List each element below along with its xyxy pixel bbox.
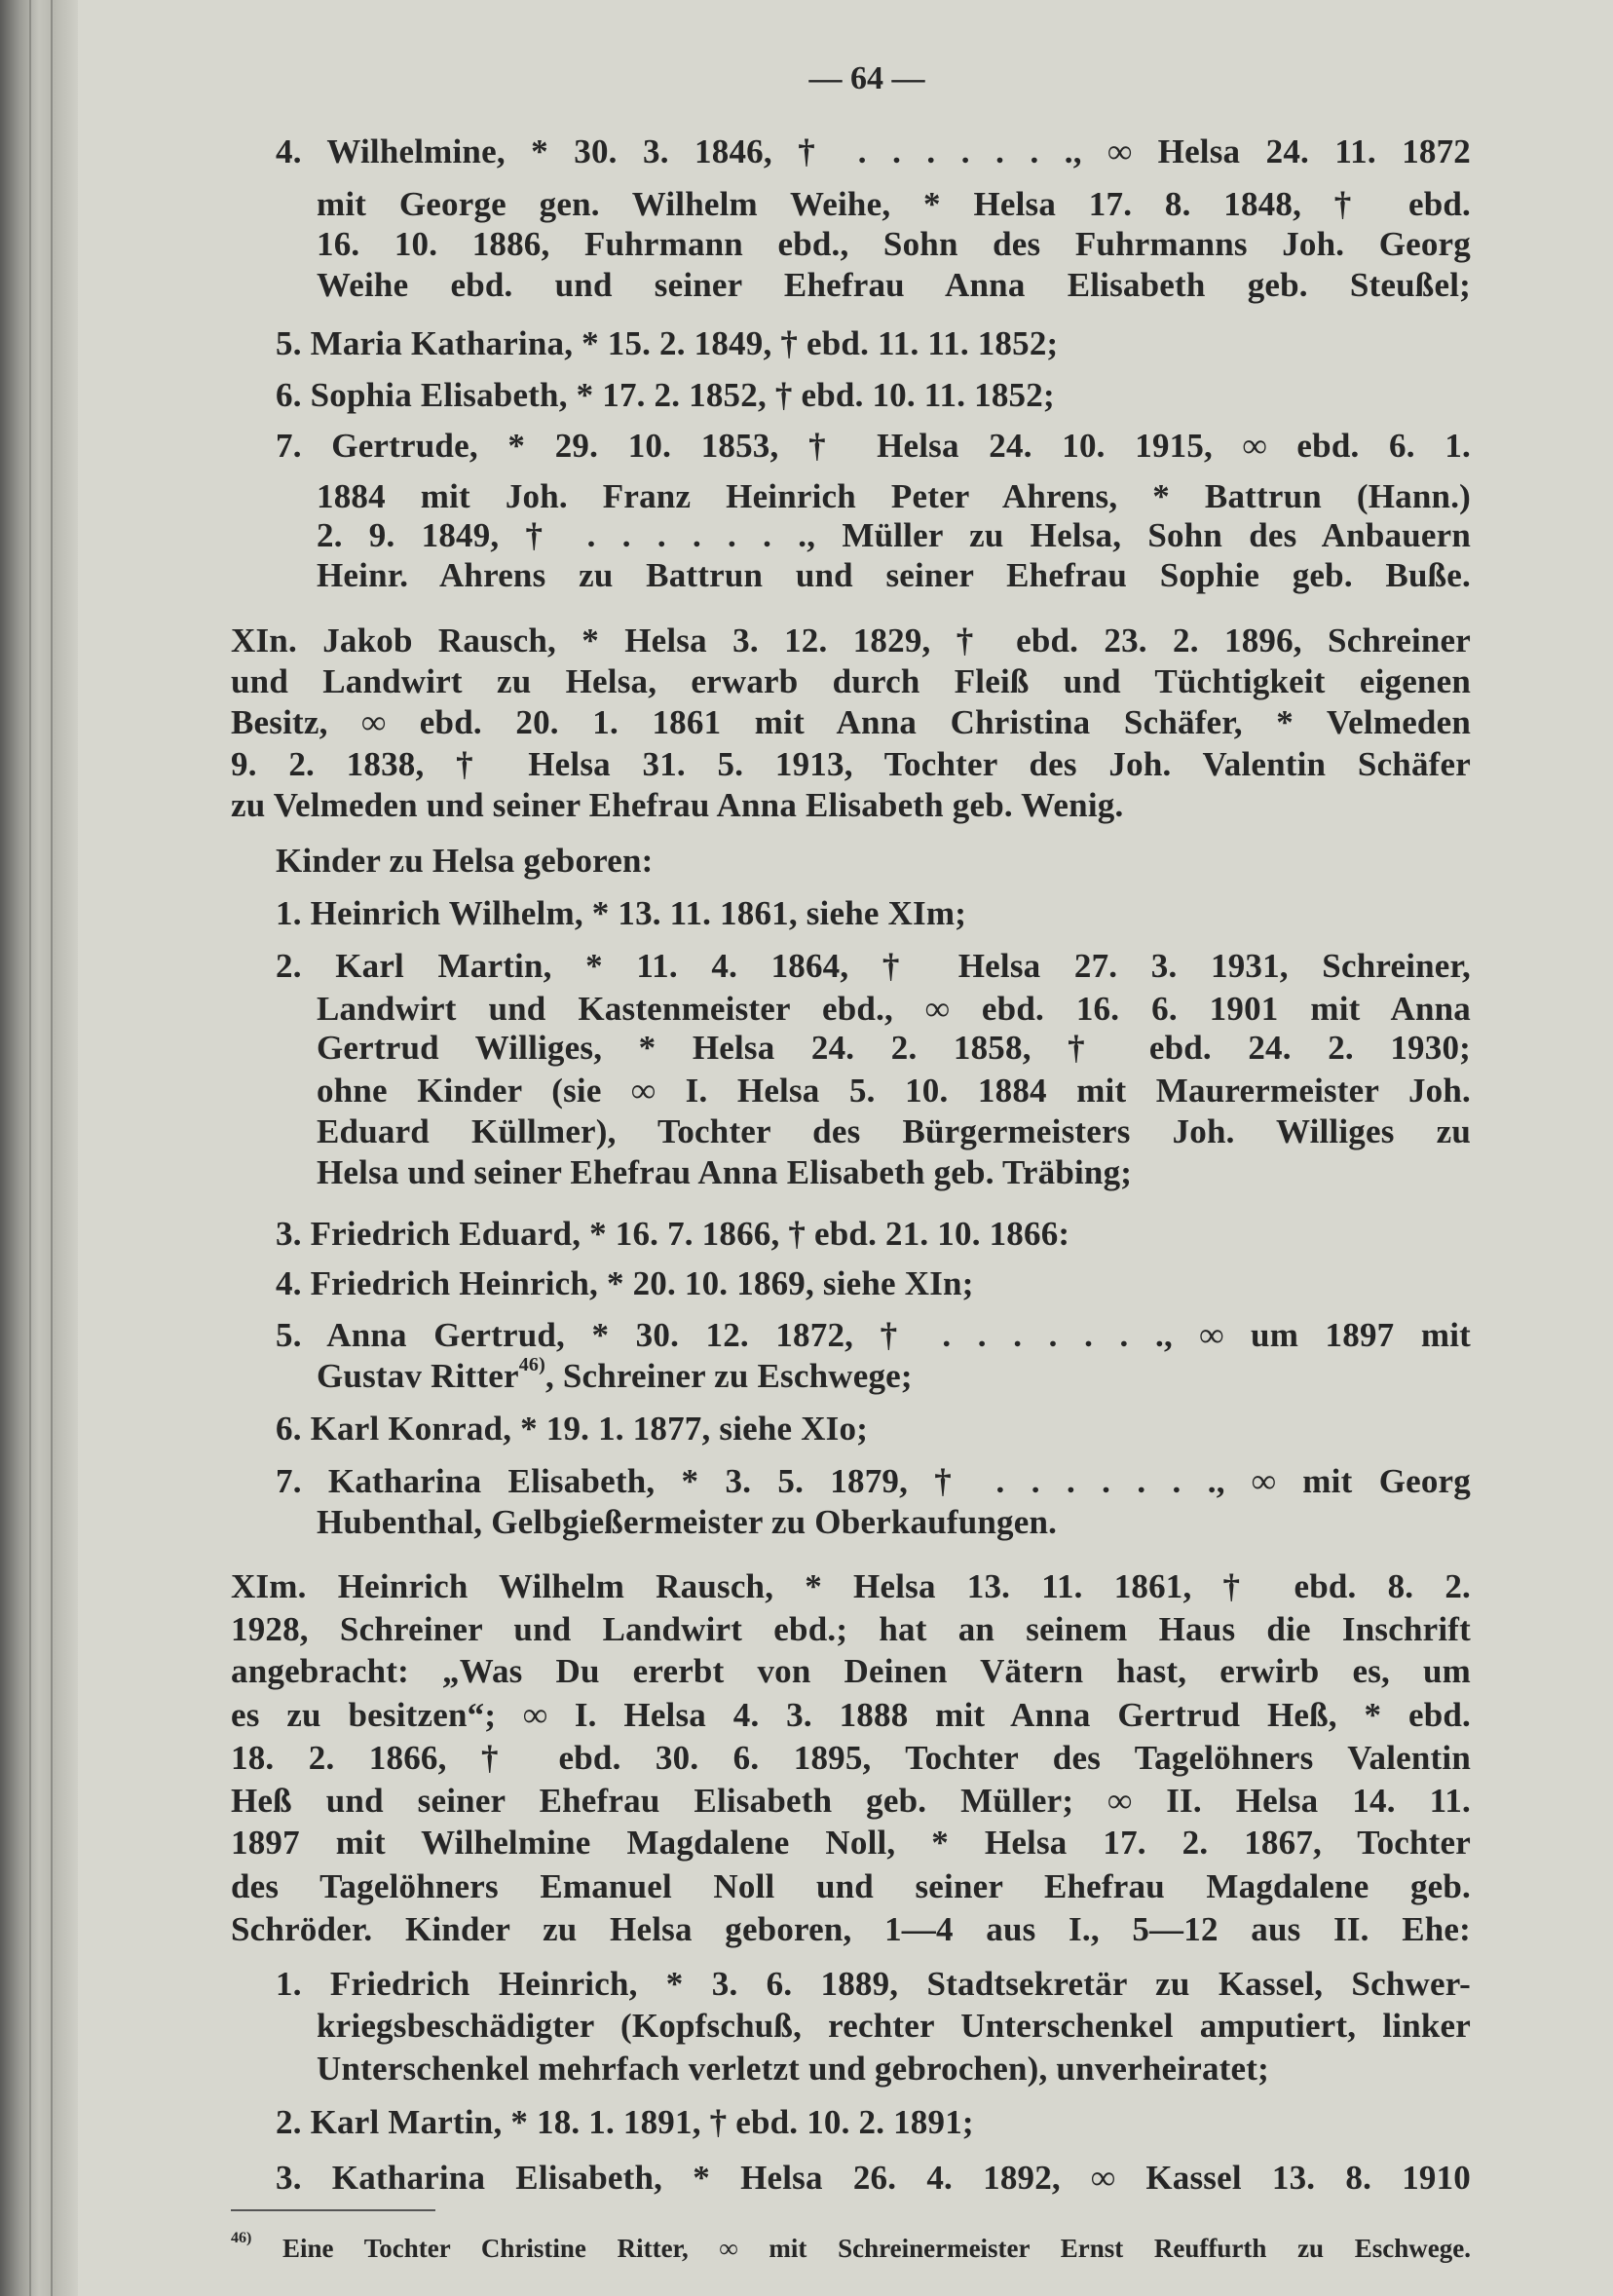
text-line	[317, 1355, 913, 1398]
text-line: es zu besitzen“; ∞ I. Helsa 4. 3. 1888 mit Anna Gertrud Heß, * ebd.	[231, 1696, 1471, 1734]
text-line: kriegsbeschädigter (Kopfschuß, rechter Unterschenkel amputiert, linker	[317, 2007, 1471, 2045]
text-line: ohne Kinder (sie ∞ I. Helsa 5. 10. 1884 mit Maurermeister Joh.	[317, 1072, 1471, 1110]
text-line: 1884 mit Joh. Franz Heinrich Peter Ahrens, * Battrun (Hann.)	[317, 477, 1471, 515]
page-edge-line	[29, 0, 31, 2296]
text-line: 4. Friedrich Heinrich, * 20. 10. 1869, siehe XIn;	[276, 1264, 974, 1302]
text-line: 1. Heinrich Wilhelm, * 13. 11. 1861, siehe XIm;	[276, 894, 967, 932]
text-line: 4. Wilhelmine, * 30. 3. 1846, † . . . . . . ., ∞ Helsa 24. 11. 1872	[276, 132, 1471, 170]
footnote-reference[interactable]: 46)	[518, 1354, 545, 1375]
text-line: 1897 mit Wilhelmine Magdalene Noll, * Helsa 17. 2. 1867, Tochter	[231, 1824, 1471, 1862]
text-line: 2. Karl Martin, * 18. 1. 1891, † ebd. 10. 2. 1891;	[276, 2103, 974, 2141]
book-binding-shadow	[0, 0, 78, 2296]
text-line: 6. Karl Konrad, * 19. 1. 1877, siehe XIo;	[276, 1410, 869, 1448]
text-line: angebracht: „Was Du ererbt von Deinen Vätern hast, erwirb es, um	[231, 1652, 1471, 1690]
text-line: 3. Friedrich Eduard, * 16. 7. 1866, † ebd. 21. 10. 1866:	[276, 1215, 1070, 1253]
footnote-marker: 46)	[231, 2230, 252, 2246]
text-line: Unterschenkel mehrfach verletzt und gebrochen), unverheiratet;	[317, 2050, 1269, 2088]
text-line: Hubenthal, Gelbgießermeister zu Oberkaufungen.	[317, 1503, 1058, 1541]
text-line: des Tagelöhners Emanuel Noll und seiner Ehefrau Magdalene geb.	[231, 1867, 1471, 1905]
text-line: 6. Sophia Elisabeth, * 17. 2. 1852, † ebd. 10. 11. 1852;	[276, 376, 1055, 414]
text-line: und Landwirt zu Helsa, erwarb durch Fleiß und Tüchtigkeit eigenen	[231, 662, 1471, 700]
text-line: 1. Friedrich Heinrich, * 3. 6. 1889, Stadtsekretär zu Kassel, Schwer-	[276, 1965, 1471, 2003]
text-line: zu Velmeden und seiner Ehefrau Anna Elisabeth geb. Wenig.	[231, 786, 1124, 824]
text-line: Eduard Küllmer), Tochter des Bürgermeisters Joh. Williges zu	[317, 1112, 1471, 1150]
text-line: XIm. Heinrich Wilhelm Rausch, * Helsa 13. 11. 1861, † ebd. 8. 2.	[231, 1567, 1471, 1605]
text-line: 1928, Schreiner und Landwirt ebd.; hat an seinem Haus die Inschrift	[231, 1610, 1471, 1648]
text-line: Weihe ebd. und seiner Ehefrau Anna Elisabeth geb. Steußel;	[317, 266, 1471, 304]
footnote-text: Eine Tochter Christine Ritter, ∞ mit Schreinermeister Ernst Reuffurth zu Eschwege.	[282, 2234, 1471, 2263]
text-line: 5. Maria Katharina, * 15. 2. 1849, † ebd. 11. 11. 1852;	[276, 324, 1059, 362]
text-line: XIn. Jakob Rausch, * Helsa 3. 12. 1829, † ebd. 23. 2. 1896, Schreiner	[231, 621, 1471, 659]
text-line: Landwirt und Kastenmeister ebd., ∞ ebd. 16. 6. 1901 mit Anna	[317, 990, 1471, 1028]
text-line: 7. Gertrude, * 29. 10. 1853, † Helsa 24. 10. 1915, ∞ ebd. 6. 1.	[276, 427, 1471, 465]
text-line: 3. Katharina Elisabeth, * Helsa 26. 4. 1892, ∞ Kassel 13. 8. 1910	[276, 2159, 1471, 2197]
text-line: 9. 2. 1838, † Helsa 31. 5. 1913, Tochter des Joh. Valentin Schäfer	[231, 745, 1471, 783]
text-span: , Schreiner zu Eschwege;	[544, 1357, 913, 1395]
text-line: Schröder. Kinder zu Helsa geboren, 1—4 aus I., 5—12 aus II. Ehe:	[231, 1910, 1471, 1948]
text-line: 2. Karl Martin, * 11. 4. 1864, † Helsa 27. 3. 1931, Schreiner,	[276, 947, 1471, 985]
text-span: Gustav Ritter	[317, 1357, 519, 1395]
footnote-rule	[231, 2209, 435, 2211]
text-line: Helsa und seiner Ehefrau Anna Elisabeth geb. Träbing;	[317, 1153, 1133, 1191]
text-line: 7. Katharina Elisabeth, * 3. 5. 1879, † . . . . . . ., ∞ mit Georg	[276, 1462, 1471, 1500]
text-line: 18. 2. 1866, † ebd. 30. 6. 1895, Tochter des Tagelöhners Valentin	[231, 1739, 1471, 1777]
text-line: Heß und seiner Ehefrau Elisabeth geb. Müller; ∞ II. Helsa 14. 11.	[231, 1782, 1471, 1820]
footnote	[231, 2231, 1471, 2266]
text-line: Gertrud Williges, * Helsa 24. 2. 1858, † ebd. 24. 2. 1930;	[317, 1029, 1471, 1067]
text-line: mit George gen. Wilhelm Weihe, * Helsa 17. 8. 1848, † ebd.	[317, 185, 1471, 223]
text-line: 16. 10. 1886, Fuhrmann ebd., Sohn des Fuhrmanns Joh. Georg	[317, 225, 1471, 263]
text-line: 5. Anna Gertrud, * 30. 12. 1872, † . . . . . . ., ∞ um 1897 mit	[276, 1316, 1471, 1354]
text-line: Besitz, ∞ ebd. 20. 1. 1861 mit Anna Christina Schäfer, * Velmeden	[231, 703, 1471, 741]
text-line: 2. 9. 1849, † . . . . . . ., Müller zu Helsa, Sohn des Anbauern	[317, 516, 1471, 554]
text-line: Kinder zu Helsa geboren:	[276, 842, 654, 880]
text-line: Heinr. Ahrens zu Battrun und seiner Ehefrau Sophie geb. Buße.	[317, 556, 1471, 594]
page-number: — 64 —	[808, 60, 925, 96]
page-edge-line	[51, 0, 53, 2296]
